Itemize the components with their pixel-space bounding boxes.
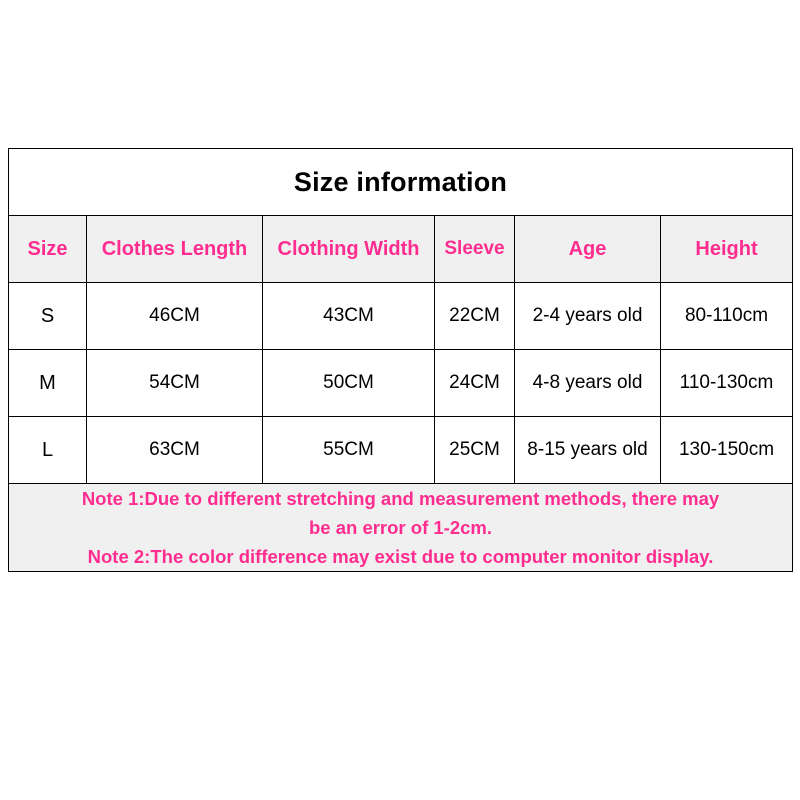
cell-height: 130-150cm — [661, 417, 793, 484]
column-header-sleeve: Sleeve — [435, 216, 515, 283]
note-line-2: be an error of 1-2cm. — [308, 517, 492, 538]
cell-clothing-width: 50CM — [263, 350, 435, 417]
cell-sleeve: 24CM — [435, 350, 515, 417]
table-notes-row — [9, 484, 793, 572]
column-header-clothing-width: Clothing Width — [263, 216, 435, 283]
cell-height: 80-110cm — [661, 283, 793, 350]
column-header-height: Height — [661, 216, 793, 283]
table-row — [9, 417, 793, 484]
cell-clothing-width: 55CM — [263, 417, 435, 484]
cell-age: 8-15 years old — [515, 417, 661, 484]
column-header-size: Size — [9, 216, 87, 283]
size-chart-container — [8, 148, 792, 572]
note-line-1: Note 1:Due to different stretching and measurement methods, there may — [81, 488, 720, 509]
cell-clothes-length: 54CM — [87, 350, 263, 417]
cell-age: 4-8 years old — [515, 350, 661, 417]
table-row — [9, 350, 793, 417]
cell-size: S — [9, 283, 87, 350]
cell-height: 110-130cm — [661, 350, 793, 417]
size-information-table — [8, 148, 793, 572]
cell-sleeve: 25CM — [435, 417, 515, 484]
cell-clothes-length: 63CM — [87, 417, 263, 484]
table-title-row — [9, 149, 793, 216]
column-header-age: Age — [515, 216, 661, 283]
cell-size: M — [9, 350, 87, 417]
cell-age: 2-4 years old — [515, 283, 661, 350]
cell-clothes-length: 46CM — [87, 283, 263, 350]
cell-size: L — [9, 417, 87, 484]
note-line-3: Note 2:The color difference may exist due to computer monitor display. — [87, 546, 714, 567]
cell-sleeve: 22CM — [435, 283, 515, 350]
page-title: Size information — [9, 149, 793, 216]
table-header-row — [9, 216, 793, 283]
cell-clothing-width: 43CM — [263, 283, 435, 350]
table-row — [9, 283, 793, 350]
column-header-clothes-length: Clothes Length — [87, 216, 263, 283]
notes-block — [9, 484, 793, 572]
